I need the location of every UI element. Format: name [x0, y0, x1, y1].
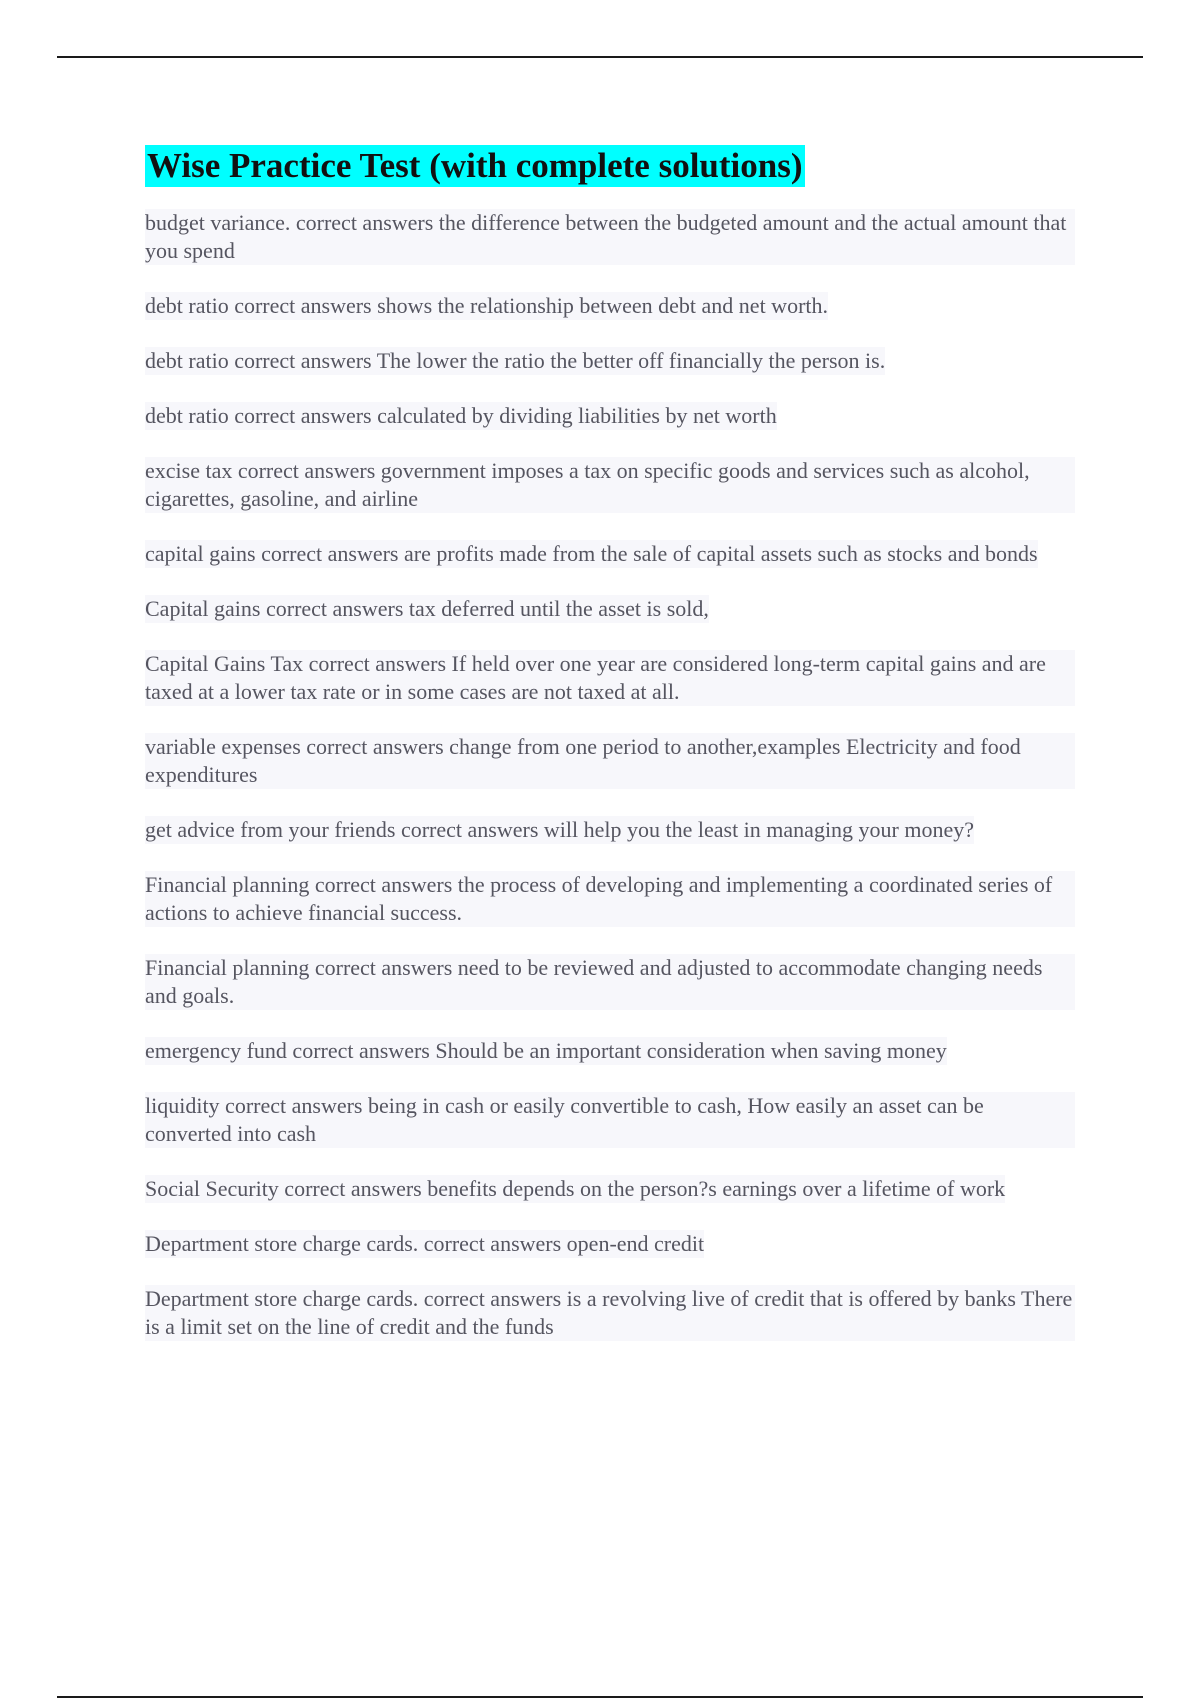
header-rule: [57, 56, 1143, 58]
page-title: Wise Practice Test (with complete solutions): [147, 146, 803, 185]
qa-item: debt ratio correct answers calculated by dividing liabilities by net worth: [145, 403, 777, 428]
qa-item: budget variance. correct answers the difference between the budgeted amount and the actual amount that you spend: [145, 209, 1075, 265]
qa-item: Department store charge cards. correct answers open-end credit: [145, 1231, 705, 1256]
qa-item: Financial planning correct answers the process of developing and implementing a coordinated series of actions to achieve financial success.: [145, 871, 1075, 927]
qa-item: debt ratio correct answers shows the relationship between debt and net worth.: [145, 293, 829, 318]
qa-item: Capital gains correct answers tax deferred until the asset is sold,: [145, 596, 709, 621]
qa-item: Department store charge cards. correct answers is a revolving live of credit that is offered by banks There is a limit set on the line of credit and the funds: [145, 1285, 1075, 1341]
qa-item: Social Security correct answers benefits depends on the person?s earnings over a lifetime of work: [145, 1176, 1006, 1201]
qa-item: Financial planning correct answers need to be reviewed and adjusted to accommodate changing needs and goals.: [145, 954, 1075, 1010]
qa-list: [145, 209, 1075, 1341]
qa-item: variable expenses correct answers change from one period to another,examples Electricity and food expenditures: [145, 733, 1075, 789]
qa-item: liquidity correct answers being in cash or easily convertible to cash, How easily an asset can be converted into cash: [145, 1092, 1075, 1148]
qa-item: emergency fund correct answers Should be an important consideration when saving money: [145, 1038, 947, 1063]
page-content: [145, 145, 1075, 1368]
footer-rule: [57, 1696, 1143, 1698]
qa-item: debt ratio correct answers The lower the ratio the better off financially the person is.: [145, 348, 886, 373]
qa-item: excise tax correct answers government imposes a tax on specific goods and services such as alcohol, cigarettes, gasoline, and airline: [145, 457, 1075, 513]
qa-item: capital gains correct answers are profits made from the sale of capital assets such as stocks and bonds: [145, 541, 1038, 566]
qa-item: Capital Gains Tax correct answers If held over one year are considered long-term capital gains and are taxed at a lower tax rate or in some cases are not taxed at all.: [145, 650, 1075, 706]
qa-item: get advice from your friends correct answers will help you the least in managing your money?: [145, 817, 975, 842]
